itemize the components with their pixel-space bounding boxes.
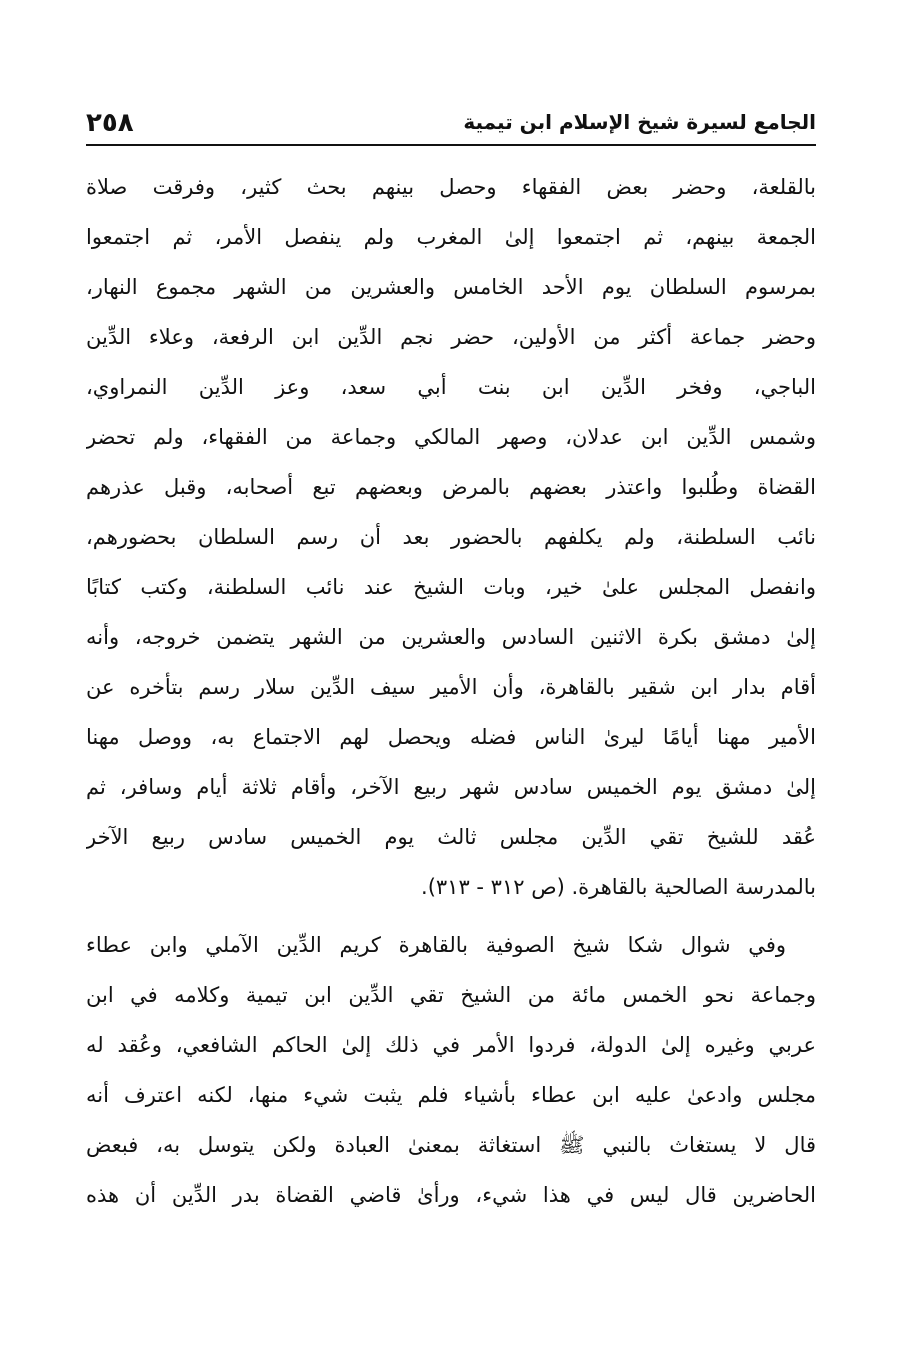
text-line: القضاة وطُلبوا واعتذر بعضهم بالمرض وبعضهم تبع أصحابه، وقبل عذرهم — [86, 475, 816, 499]
text-line: إلىٰ دمشق يوم الخميس سادس شهر ربيع الآخر، وأقام ثلاثة أيام وسافر، ثم — [86, 775, 816, 799]
text-line: عربي وغيره إلىٰ الدولة، فردوا الأمر في ذلك إلىٰ الحاكم الشافعي، وعُقد له — [86, 1033, 816, 1057]
text-line: بمرسوم السلطان يوم الأحد الخامس والعشرين من الشهر مجموع النهار، — [86, 275, 816, 299]
header-divider — [86, 144, 816, 146]
text-line: قال لا يستغاث بالنبي ﷺ استغاثة بمعنىٰ العبادة ولكن يتوسل به، فبعض — [86, 1133, 816, 1157]
text-line: نائب السلطنة، ولم يكلفهم بالحضور بعد أن رسم السلطان بحضورهم، — [86, 525, 816, 549]
text-line: إلىٰ دمشق بكرة الاثنين السادس والعشرين من الشهر يتضمن خروجه، وأنه — [86, 625, 816, 649]
text-line: الجمعة بينهم، ثم اجتمعوا إلىٰ المغرب ولم ينفصل الأمر، ثم اجتمعوا — [86, 225, 816, 249]
page-number: ٢٥٨ — [86, 108, 134, 138]
text-line: مجلس وادعىٰ عليه ابن عطاء بأشياء فلم يثبت شيء منها، لكنه اعترف أنه — [86, 1083, 816, 1107]
running-header — [86, 100, 816, 144]
text-line: وفي شوال شكا شيخ الصوفية بالقاهرة كريم الدِّين الآملي وابن عطاء — [86, 933, 786, 957]
paragraph-2 — [86, 922, 816, 1222]
text-line: بالقلعة، وحضر بعض الفقهاء وحصل بينهم بحث كثير، وفرقت صلاة — [86, 175, 816, 199]
paragraph-1 — [86, 164, 816, 914]
text-line: الحاضرين قال ليس في هذا شيء، ورأىٰ قاضي القضاة بدر الدِّين أن هذه — [86, 1183, 816, 1207]
text-line: وشمس الدِّين ابن عدلان، وصهر المالكي وجماعة من الفقهاء، ولم تحضر — [86, 425, 816, 449]
paragraph-spacer — [86, 914, 816, 922]
text-line: وانفصل المجلس علىٰ خير، وبات الشيخ عند نائب السلطنة، وكتب كتابًا — [86, 575, 816, 599]
body-text — [86, 164, 816, 1222]
text-line: وجماعة نحو الخمس مائة من الشيخ تقي الدِّين ابن تيمية وكلامه في ابن — [86, 983, 816, 1007]
book-page — [86, 100, 816, 1222]
book-title: الجامع لسيرة شيخ الإسلام ابن تيمية — [463, 110, 816, 134]
text-line: بالمدرسة الصالحية بالقاهرة. (ص ٣١٢ - ٣١٣). — [421, 875, 816, 899]
text-line: عُقد للشيخ تقي الدِّين مجلس ثالث يوم الخميس سادس ربيع الآخر — [86, 825, 816, 849]
text-line: الأمير مهنا أيامًا ليرىٰ الناس فضله ويحصل لهم الاجتماع به، ووصل مهنا — [86, 725, 816, 749]
text-line: الباجي، وفخر الدِّين ابن بنت أبي سعد، وعز الدِّين النمراوي، — [86, 375, 816, 399]
text-line: وحضر جماعة أكثر من الأولين، حضر نجم الدِّين ابن الرفعة، وعلاء الدِّين — [86, 325, 816, 349]
text-line: أقام بدار ابن شقير بالقاهرة، وأن الأمير سيف الدِّين سلار رسم بتأخره عن — [86, 675, 816, 699]
